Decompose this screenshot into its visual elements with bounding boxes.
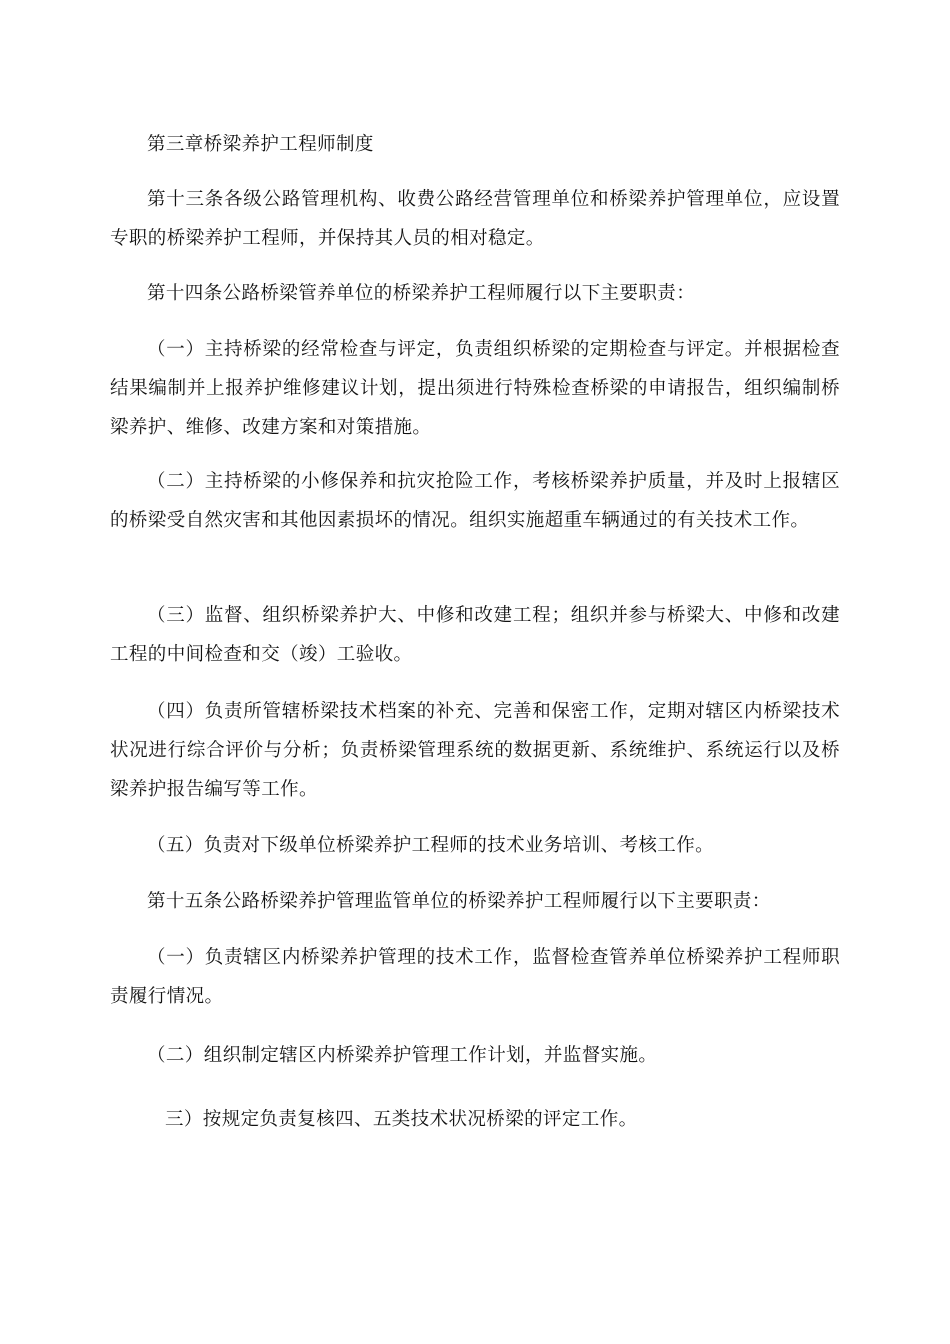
article-15-item-1: （一）负责辖区内桥梁养护管理的技术工作，监督检查管养单位桥梁养护工程师职责履行情况。 bbox=[110, 947, 840, 1007]
article-15: 第十五条公路桥梁养护管理监管单位的桥梁养护工程师履行以下主要职责： bbox=[147, 891, 771, 912]
article-14-item-3: （三）监督、组织桥梁养护大、中修和改建工程；组织并参与桥梁大、中修和改建工程的中间检查和交（竣）工验收。 bbox=[110, 605, 840, 665]
article-14: 第十四条公路桥梁管养单位的桥梁养护工程师履行以下主要职责： bbox=[147, 283, 696, 304]
article-15-item-2: （二）组织制定辖区内桥梁养护管理工作计划，并监督实施。 bbox=[147, 1045, 658, 1066]
article-15-item-3: 三）按规定负责复核四、五类技术状况桥梁的评定工作。 bbox=[165, 1109, 638, 1130]
article-14-item-5: （五）负责对下级单位桥梁养护工程师的技术业务培训、考核工作。 bbox=[147, 835, 715, 856]
article-14-item-2: （二）主持桥梁的小修保养和抗灾抢险工作，考核桥梁养护质量，并及时上报辖区的桥梁受自然灾害和其他因素损坏的情况。组织实施超重车辆通过的有关技术工作。 bbox=[110, 471, 840, 531]
article-13: 第十三条各级公路管理机构、收费公路经营管理单位和桥梁养护管理单位，应设置专职的桥梁养护工程师，并保持其人员的相对稳定。 bbox=[110, 189, 840, 249]
article-14-item-1: （一）主持桥梁的经常检查与评定，负责组织桥梁的定期检查与评定。并根据检查结果编制并上报养护维修建议计划，提出须进行特殊检查桥梁的申请报告，组织编制桥梁养护、维修、改建方案和对策措施。 bbox=[110, 339, 840, 438]
article-14-item-4: （四）负责所管辖桥梁技术档案的补充、完善和保密工作，定期对辖区内桥梁技术状况进行综合评价与分析；负责桥梁管理系统的数据更新、系统维护、系统运行以及桥梁养护报告编写等工作。 bbox=[110, 701, 840, 800]
chapter-heading: 第三章桥梁养护工程师制度 bbox=[147, 134, 374, 155]
